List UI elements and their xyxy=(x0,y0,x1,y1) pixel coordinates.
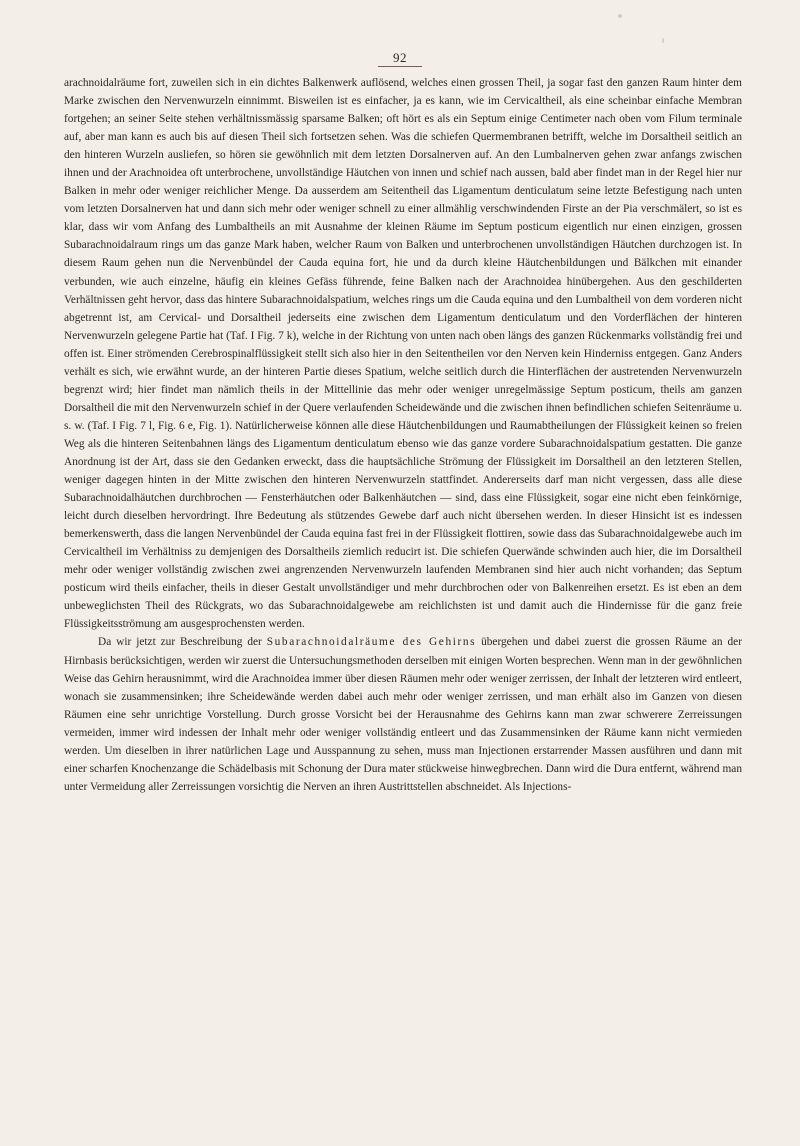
paper-speck xyxy=(618,14,622,18)
paragraph-1: arachnoidalräume fort, zuweilen sich in ein dichtes Balkenwerk auflösend, welches einen grossen Theil, ja sogar fast den ganzen Raum hinter dem Marke zwischen den Nervenwurzeln einnimmt. Bisweilen ist es einfacher, ja es kann, wie im Cervicaltheil, als eine scheinbar einfache Membran fortgehen; an seiner Seite stehen verhältnissmässig sparsame Balken; oft hört es als ein Septum einige Centimeter nach oben vom Filum terminale auf, aber man kann es auch bis auf diesen Theil sich fortsetzen sehen. Was die schiefen Quermembranen betrifft, welche im Dorsaltheil seitlich an den hinteren Wurzeln ausliefen, so hören sie gewöhnlich mit dem letzten Dorsalnerven auf. An den Lumbalnerven gehen zwar anfangs zwischen ihnen und der Arachnoidea oft unterbrochene, unvollständige Häutchen von innen und schief nach aussen, bald aber findet man in der Regel hier nur Balken in mehr oder weniger reichlicher Menge. Da ausserdem am Seitentheil das Ligamentum denticulatum seine letzte Befestigung nach unten vom letzten Dorsalnerven hat und dann sich mehr oder weniger schnell zu einer allmählig verschwindenden Firste an der Pia verschmälert, so ist es klar, dass wir vom Anfang des Lumbaltheils an mit Ausnahme der kleinen Räume im Septum posticum eigentlich nur einen einzigen, grossen Subarachnoidalraum rings um das ganze Mark haben, welcher Raum von Balken und unterbrochenen unvollständigen Häutchen durchzogen ist. In diesem Raum gehen nun die Nervenbündel der Cauda equina fort, hie und da durch kleine Häutchenbildungen und Bälkchen mit einander verbunden, wie auch einzelne, häufig ein kleines Gefäss führende, feine Balken nach der Arachnoidea hinübergehen. Aus den geschilderten Verhältnissen geht hervor, dass das hintere Subarachnoidalspatium, welches rings um die Cauda equina und den Lumbaltheil von dem vorderen nicht abgetrennt ist, am Cervical- und Dorsaltheil jederseits eine zwischen dem Ligamentum denticulatum und den Vorderflächen der hinteren Nervenwurzeln gelegene Partie hat (Taf. I Fig. 7 k), welche in der Richtung von unten nach oben längs des ganzen Rückenmarks vollständig frei und offen ist. Einer strömenden Cerebrospinalflüssigkeit stellt sich also hier in den Seitentheilen vor den Nerven kein Hinderniss entgegen. Ganz Anders verhält es sich, wie erwähnt wurde, an der hinteren Partie dieses Spatium, welche seitlich durch die Hinterflächen der austretenden Nervenwurzeln begrenzt wird; hier findet man nämlich theils in der Mittellinie das mehr oder weniger unregelmässige Septum posticum, theils am ganzen Dorsaltheil die mit den Nervenwurzeln schief in der Quere verlaufenden Scheidewände und die zwischen ihnen befindlichen schiefen Seitenräume u. s. w. (Taf. I Fig. 7 l, Fig. 6 e, Fig. 1). Natürlicherweise können alle diese Häutchenbildungen und Raumabtheilungen der Flüssigkeit keinen so freien Weg als die hinteren Seitenbahnen längs des Ligamentum denticulatum ebenso wie das ganze vordere Subarachnoidalspatium gestatten. Die ganze Anordnung ist der Art, dass sie den Gedanken erweckt, dass die hauptsächliche Strömung der Flüssigkeit im Dorsaltheil an den letzteren Stellen, weniger dagegen hinten in der Mitte zwischen den hinteren Nervenwurzeln stattfindet. Andererseits darf man nicht vergessen, dass alle diese Subarachnoidalhäutchen durchbrochen — Fensterhäutchen oder Balkenhäutchen — sind, dass eine Flüssigkeit, sogar eine nicht eben feinkörnige, leicht durch dieselben hervordringt. Ihre Bedeutung als stützendes Gewebe darf auch nicht übersehen werden. In dieser Hinsicht ist es indessen bemerkenswerth, dass die langen Nervenbündel der Cauda equina fast frei in der Flüssigkeit flottiren, sowie dass das Subarachnoidalgewebe auch im Cervicaltheil im Verhältniss zu demjenigen des Dorsaltheils ziemlich reducirt ist. Die schiefen Querwände schwinden auch hier, die im Dorsaltheil mehr oder weniger vollständig zwischen zwei angrenzenden Nervenwurzeln laufenden Membranen sind hier auch nicht vorhanden; das Septum posticum wird theils einfacher, theils in dieser Gestalt unvollständiger und mehr durchbrochen oder von Balkenreihen ersetzt. Es ist eben an dem unbeweglichsten Theil des Rückgrats, wo das Subarachnoidalgewebe am reichlichsten ist und damit auch die Hindernisse für die ganz freie Flüssigkeitsströmung am ausgesprochensten werden. xyxy=(64,77,742,631)
page-number: 92 xyxy=(393,50,407,65)
paper-speck xyxy=(662,38,664,43)
paragraph-2-lead: Da wir jetzt zur Beschreibung der xyxy=(98,636,267,649)
paragraph-2-text: übergehen und dabei zuerst die grossen Räume an der Hirnbasis berücksichtigen, werden wir zuerst die Untersuchungsmethoden derselben mit einigen Worten besprechen. Wenn man in der gewöhnlichen Weise das Gehirn herausnimmt, wird die Arachnoidea immer über diesen Räumen mehr oder weniger zerrissen, der Inhalt der letzteren wird entleert, wonach sie zusammensinken; ihre Scheidewände werden dabei auch mehr oder weniger zerrissen, und man erhält also im Ganzen von diesen Räumen eine sehr unrichtige Vorstellung. Durch grosse Vorsicht bei der Herausnahme des Gehirns kann man zwar schwerere Zerreissungen vermeiden, immer wird indessen der Inhalt mehr oder weniger vollständig entleert und das Zusammensinken der Räume kann nicht vermieden werden. Um dieselben in ihrer natürlichen Lage und Ausspannung zu sehen, muss man Injectionen erstarrender Massen ausführen und dann mit einer scharfen Knochenzange die Schädelbasis mit Schonung der Dura mater stückweise hinwegbrechen. Dann wird die Dura entfernt, während man unter Vermeidung aller Zerreissungen vorsichtig die Nerven an ihren Austrittstellen abschneidet. Als Injections- xyxy=(64,636,742,793)
body-text xyxy=(64,74,742,796)
paragraph-2 xyxy=(64,633,742,795)
paragraph-2-spaced-heading: Subarachnoidalräume des Gehirns xyxy=(266,636,477,649)
page-number-rule xyxy=(378,66,422,67)
